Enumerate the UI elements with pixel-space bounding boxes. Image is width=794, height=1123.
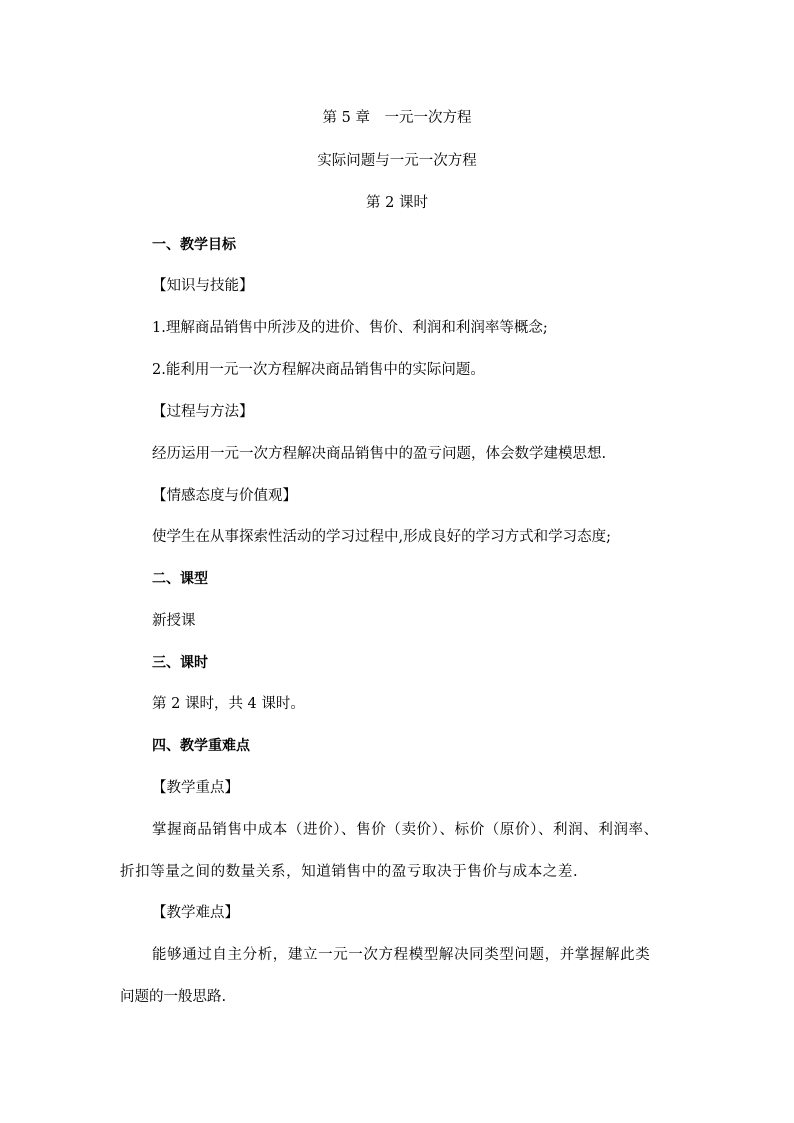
type-text: 新授课 xyxy=(152,613,196,629)
key-text-line-2: 折扣等量之间的数量关系，知道销售中的盈亏取决于售价与成本之差. xyxy=(120,864,579,880)
period-title: 第 2 课时 xyxy=(366,195,428,211)
section-heading-period: 三、课时 xyxy=(152,655,208,671)
section-heading-type: 二、课型 xyxy=(152,571,208,587)
goal-item-2: 2.能利用一元一次方程解决商品销售中的实际问题。 xyxy=(152,362,485,378)
subheading-process: 【过程与方法】 xyxy=(152,404,254,420)
attitude-text: 使学生在从事探索性活动的学习过程中,形成良好的学习方式和学习态度; xyxy=(152,529,611,545)
difficulty-text-line-2: 问题的一般思路. xyxy=(120,989,227,1005)
lesson-title: 实际问题与一元一次方程 xyxy=(317,153,477,169)
difficulty-text-line-1: 能够通过自主分析，建立一元一次方程模型解决同类型问题，并掌握解此类 xyxy=(152,947,651,963)
subheading-difficulty: 【教学难点】 xyxy=(152,905,239,921)
subheading-attitude: 【情感态度与价值观】 xyxy=(152,488,297,504)
section-heading-goals: 一、教学目标 xyxy=(152,237,236,253)
chapter-title: 第 5 章 一元一次方程 xyxy=(322,110,472,126)
process-text: 经历运用一元一次方程解决商品销售中的盈亏问题，体会数学建模思想. xyxy=(152,446,607,462)
subheading-key: 【教学重点】 xyxy=(152,780,239,796)
period-text: 第 2 课时，共 4 课时。 xyxy=(152,696,305,712)
key-text-line-1: 掌握商品销售中成本（进价）、售价（卖价）、标价（原价）、利润、利润率、 xyxy=(152,822,659,838)
goal-item-1: 1.理解商品销售中所涉及的进价、售价、利润和利润率等概念; xyxy=(152,320,548,336)
section-heading-keypoints: 四、教学重难点 xyxy=(152,738,250,754)
subheading-knowledge: 【知识与技能】 xyxy=(152,278,254,294)
